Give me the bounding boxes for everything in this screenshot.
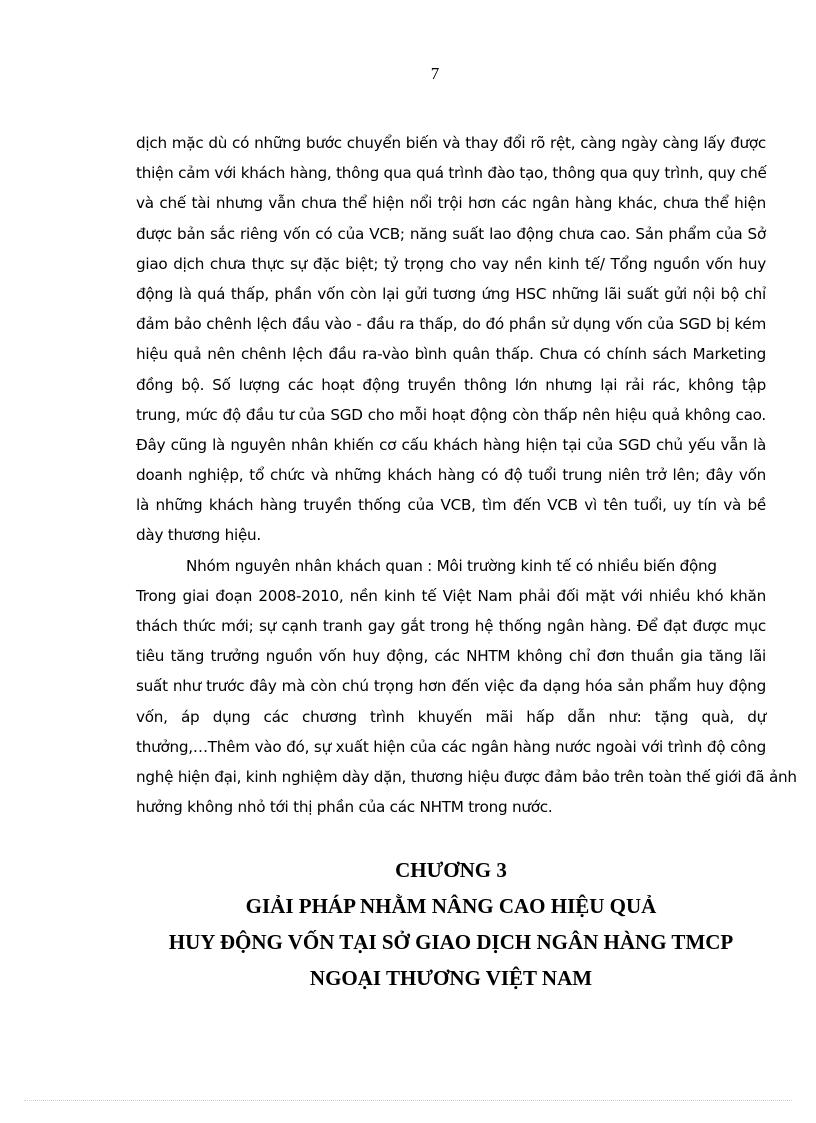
text-line: thưởng,…Thêm vào đó, sự xuất hiện của các ngân hàng nước ngoài với trình độ công xyxy=(136,737,766,756)
chapter-title-line: NGOẠI THƯƠNG VIỆT NAM xyxy=(309,966,593,990)
text-line: đảm bảo chênh lệch đầu vào - đầu ra thấp, do đó phần sử dụng vốn của SGD bị kém xyxy=(136,315,766,334)
body-text xyxy=(136,132,797,826)
text-line: được bản sắc riêng vốn có của VCB; năng suất lao động chưa cao. Sản phẩm của Sở xyxy=(136,224,766,243)
text-line: hiệu quả nên chênh lệch đầu ra-vào bình quân thấp. Chưa có chính sách Marketing xyxy=(136,345,766,364)
text-line: đồng bộ. Số lượng các hoạt động truyền thông lớn nhưng lại rải rác, không tập xyxy=(136,375,766,394)
text-line: là những khách hàng truyền thống của VCB, tìm đến VCB vì tên tuổi, uy tín và bề xyxy=(136,496,766,515)
text-line: dịch mặc dù có những bước chuyển biến và thay đổi rõ rệt, càng ngày càng lấy được xyxy=(136,134,766,152)
text-line: động là quá thấp, phần vốn còn lại gửi tương ứng HSC những lãi suất gửi nội bộ chỉ xyxy=(136,284,766,303)
text-line: vốn, áp dụng các chương trình khuyến mãi hấp dẫn như: tặng quà, dự xyxy=(136,707,766,726)
page-number: 7 xyxy=(430,64,440,83)
text-line: doanh nghiệp, tổ chức và những khách hàng có độ tuổi trung niên trở lên; đây vốn xyxy=(136,466,766,485)
text-line: giao dịch chưa thực sự đặc biệt; tỷ trọng cho vay nền kinh tế/ Tổng nguồn vốn huy xyxy=(136,254,766,273)
text-line: Trong giai đoạn 2008-2010, nền kinh tế Việt Nam phải đối mặt với nhiều khó khăn xyxy=(136,586,766,605)
text-line: thiện cảm với khách hàng, thông qua quá trình đào tạo, thông qua quy trình, quy chế xyxy=(136,164,767,183)
chapter-title-line: HUY ĐỘNG VỐN TẠI SỞ GIAO DỊCH NGÂN HÀNG TMCP xyxy=(168,930,734,954)
paragraph-weaknesses xyxy=(136,132,766,555)
text-line: thách thức mới; sự cạnh tranh gay gắt trong hệ thống ngân hàng. Để đạt được mục xyxy=(136,617,766,635)
text-line: và chế tài nhưng vẫn chưa thể hiện nổi trội hơn các ngân hàng khác, chưa thể hiện xyxy=(136,194,766,213)
chapter-label: CHƯƠNG 3 xyxy=(395,858,507,882)
text-line: dày thương hiệu. xyxy=(136,526,261,545)
chapter-title-line: GIẢI PHÁP NHẰM NÂNG CAO HIỆU QUẢ xyxy=(245,894,657,918)
text-line: trung, mức độ đầu tư của SGD cho mỗi hoạt động còn thấp nên hiệu quả không cao. xyxy=(136,405,766,424)
text-line: tiêu tăng trưởng nguồn vốn huy động, các NHTM không chỉ đơn thuần gia tăng lãi xyxy=(136,647,766,666)
paragraph-objective-causes xyxy=(136,555,797,827)
chapter-heading xyxy=(136,852,766,996)
text-line: suất như trước đây mà còn chú trọng hơn đến việc đa dạng hóa sản phẩm huy động xyxy=(136,677,766,696)
text-line: hưởng không nhỏ tới thị phần của các NHTM trong nước. xyxy=(136,798,553,817)
text-line: nghệ hiện đại, kinh nghiệm dày dặn, thương hiệu được đảm bảo trên toàn thế giới đã ảnh xyxy=(136,767,797,786)
page-bottom-border xyxy=(24,1100,792,1101)
paragraph-heading: Nhóm nguyên nhân khách quan : Môi trường kinh tế có nhiều biến động xyxy=(186,556,717,575)
text-line: Đây cũng là nguyên nhân khiến cơ cấu khách hàng hiện tại của SGD chủ yếu vẫn là xyxy=(136,435,766,454)
